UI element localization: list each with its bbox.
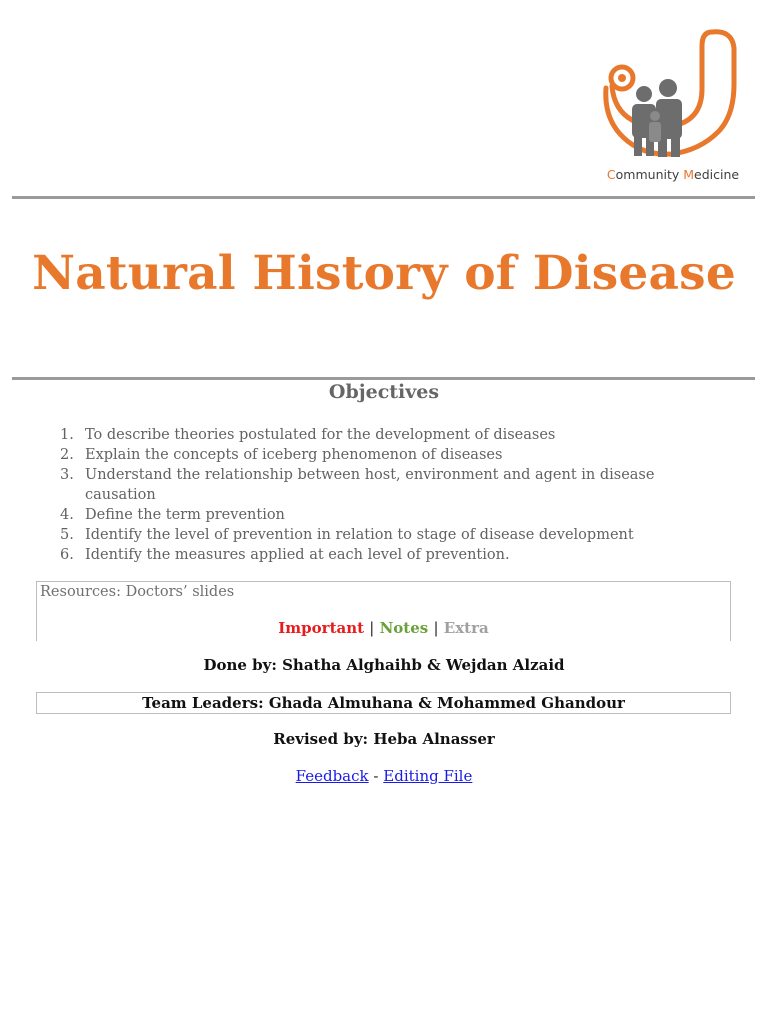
objective-item: 2. Explain the concepts of iceberg phenomenon of diseases	[60, 447, 503, 463]
stethoscope-family-icon	[592, 24, 752, 164]
title-divider	[12, 377, 755, 380]
revised-by: Revised by: Heba Alnasser	[273, 730, 495, 748]
legend-important: Important	[278, 619, 365, 637]
team-leaders-box	[36, 692, 731, 714]
community-medicine-logo	[592, 24, 752, 188]
links-row	[0, 767, 768, 785]
legend-extra: Extra	[443, 619, 489, 637]
feedback-link[interactable]: Feedback	[295, 767, 369, 785]
legend-separator: |	[433, 619, 439, 637]
editing-file-link[interactable]: Editing File	[383, 767, 473, 785]
team-leaders: Team Leaders: Ghada Almuhana & Mohammed Ghandour	[142, 694, 625, 712]
legend-notes: Notes	[379, 619, 429, 637]
objective-item: 4. Define the term prevention	[60, 507, 285, 523]
objectives-list	[60, 425, 700, 565]
objective-item: 1. To describe theories postulated for the development of diseases	[60, 427, 556, 443]
logo-brand-text: Community Medicine	[606, 167, 740, 182]
objective-item: 3. Understand the relationship between host, environment and agent in disease causation	[60, 467, 655, 503]
objective-item: 5. Identify the level of prevention in relation to stage of disease development	[60, 527, 634, 543]
done-by: Done by: Shatha Alghaihb & Wejdan Alzaid	[203, 656, 565, 674]
resources-box	[36, 581, 731, 641]
objectives-heading: Objectives	[328, 381, 440, 403]
color-legend	[37, 619, 730, 637]
links-separator: -	[373, 767, 379, 785]
legend-separator: |	[369, 619, 375, 637]
page-title: Natural History of Disease	[32, 246, 736, 301]
resources-text: Resources: Doctors’ slides	[40, 584, 235, 600]
objective-item: 6. Identify the measures applied at each level of prevention.	[60, 547, 510, 563]
top-divider	[12, 196, 755, 199]
